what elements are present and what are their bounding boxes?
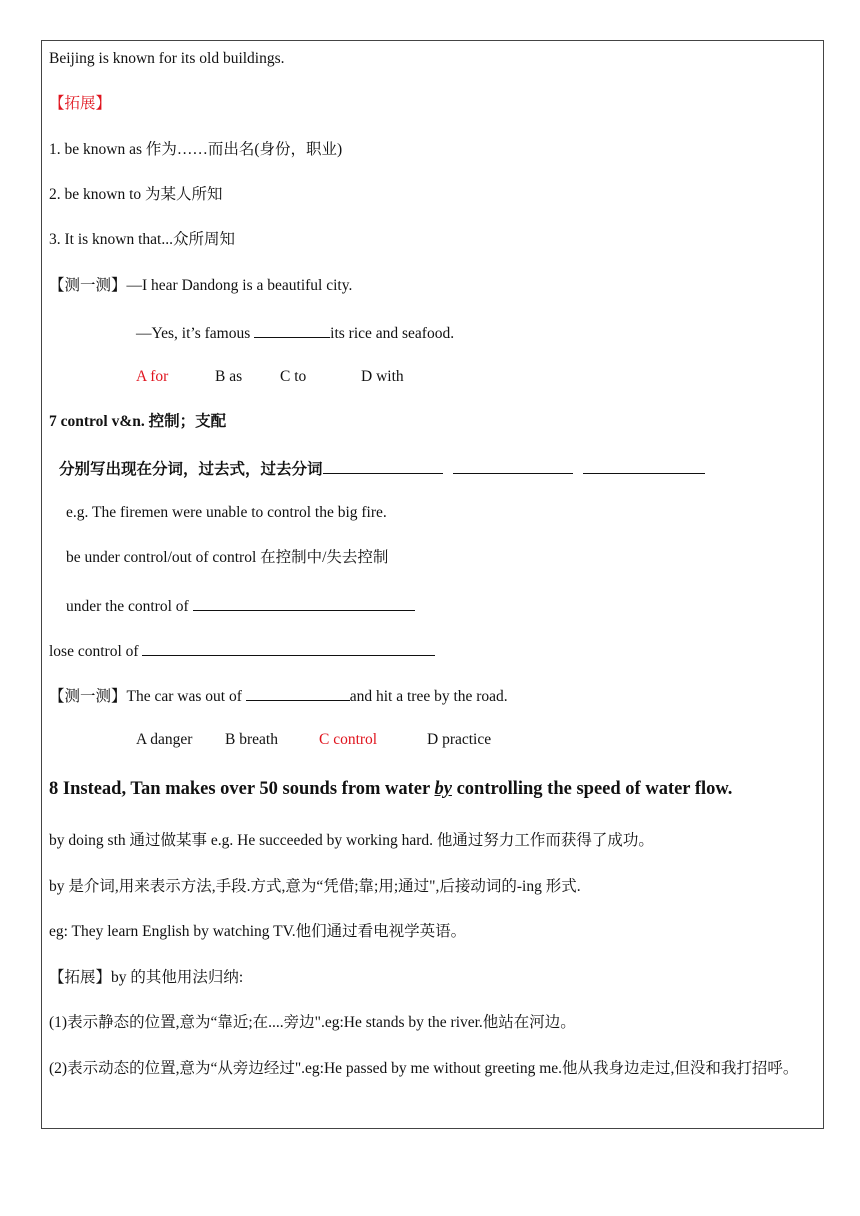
phrase-known-to: 2. be known to 为某人所知 — [49, 186, 223, 203]
test-question-2 — [49, 684, 508, 707]
question-text-b: and hit a tree by the road. — [349, 688, 508, 705]
blank-past-tense[interactable] — [453, 457, 573, 474]
section-7-task — [59, 457, 705, 480]
task-text: 分别写出现在分词，过去式，过去分词 — [59, 461, 323, 478]
phrase-under-control: be under control/out of control 在控制中/失去控制 — [66, 549, 389, 566]
by-usage-2: by 是介词,用来表示方法,手段.方式,意为“凭借;靠;用;通过",后接动词的-ing 形式. — [49, 878, 581, 895]
phrase-text: under the control of — [66, 598, 193, 615]
by-usage-dynamic-position: (2)表示动态的位置,意为“从旁边经过".eg:He passed by me without greeting me.他从我身边走过,但没和我打招呼。 — [49, 1060, 799, 1077]
option-c: C to — [280, 368, 307, 385]
phrase-lose-control — [49, 639, 435, 662]
section-8-heading — [49, 779, 732, 799]
phrase-known-as: 1. be known as 作为……而出名(身份，职业) — [49, 141, 343, 158]
answer-blank[interactable] — [193, 594, 415, 611]
test-question-1 — [49, 276, 352, 296]
heading-text-b: controlling the speed of water flow. — [451, 779, 733, 799]
blank-present-participle[interactable] — [323, 457, 443, 474]
dialogue-line-1: —I hear Dandong is a beautiful city. — [126, 277, 353, 294]
test-label: 【测一测】 — [49, 688, 127, 705]
example-sentence: Beijing is known for its old buildings. — [49, 50, 285, 67]
answer-blank[interactable] — [246, 684, 350, 701]
by-usage-3: eg: They learn English by watching TV.他们通过看电视学英语。 — [49, 923, 467, 940]
option-a: A danger — [136, 731, 193, 748]
answer-blank[interactable] — [254, 321, 330, 338]
phrase-it-is-known: 3. It is known that...众所周知 — [49, 231, 235, 248]
option-d: D with — [361, 368, 404, 385]
heading-text-a: 8 Instead, Tan makes over 50 sounds from water — [49, 779, 435, 799]
dialogue-text-b: its rice and seafood. — [330, 325, 455, 342]
heading-keyword: by — [434, 779, 452, 799]
example-firemen: e.g. The firemen were unable to control the big fire. — [66, 504, 387, 521]
option-d: D practice — [427, 731, 492, 748]
by-usage-static-position: (1)表示静态的位置,意为“靠近;在....旁边".eg:He stands by the river.他站在河边。 — [49, 1014, 576, 1031]
dialogue-line-2 — [136, 321, 454, 344]
by-usage-1: by doing sth 通过做某事 e.g. He succeeded by working hard. 他通过努力工作而获得了成功。 — [49, 832, 654, 849]
option-b: B breath — [225, 731, 278, 748]
by-extension-label: 【拓展】by 的其他用法归纳: — [49, 969, 244, 986]
test-label: 【测一测】 — [49, 277, 127, 294]
option-b: B as — [215, 368, 243, 385]
dialogue-text-a: —Yes, it’s famous — [136, 325, 255, 342]
answer-blank[interactable] — [142, 639, 435, 656]
option-c: C control — [319, 731, 378, 748]
section-7-heading: 7 control v&n. 控制；支配 — [49, 413, 227, 430]
phrase-under-the-control — [66, 594, 415, 617]
question-text-a: The car was out of — [126, 688, 246, 705]
blank-past-participle[interactable] — [583, 457, 705, 474]
phrase-text: lose control of — [49, 643, 143, 660]
extension-label: 【拓展】 — [49, 95, 112, 112]
option-a: A for — [136, 368, 169, 385]
